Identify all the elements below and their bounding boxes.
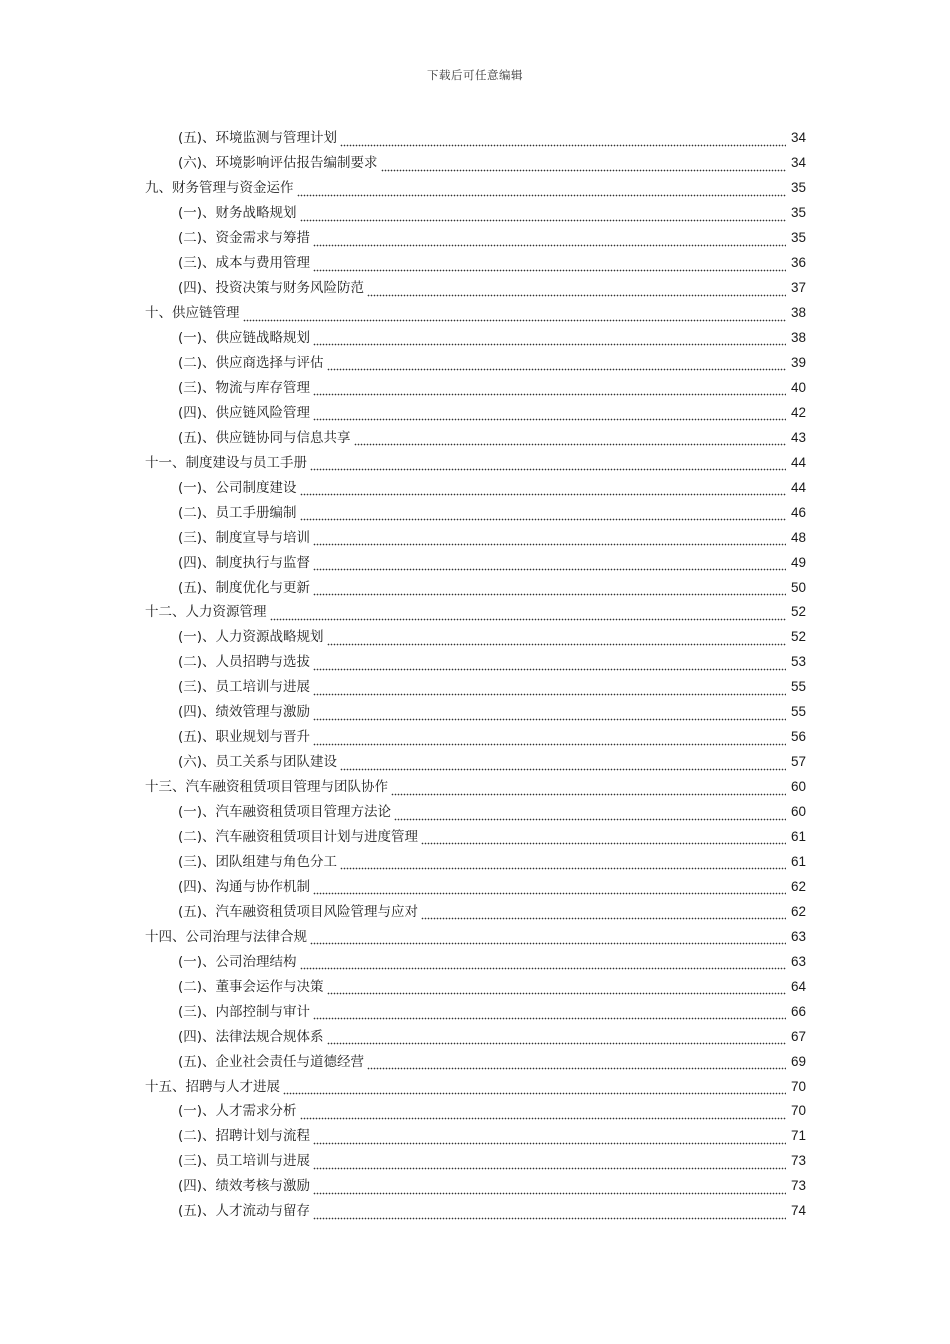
toc-page-number: 39 (790, 354, 806, 370)
toc-dot-leader (310, 457, 786, 471)
toc-page-number: 35 (790, 205, 806, 221)
toc-section-entry[interactable] (178, 575, 806, 600)
toc-page-number: 53 (790, 654, 806, 670)
toc-entry-title: (五)、供应链协同与信息共享 (178, 429, 351, 446)
toc-entry-title: (一)、公司治理结构 (178, 953, 297, 970)
toc-dot-leader (313, 557, 786, 571)
toc-section-entry[interactable] (178, 899, 806, 924)
toc-page-number: 62 (790, 878, 806, 894)
toc-section-entry[interactable] (178, 675, 806, 700)
toc-entry-title: (一)、人力资源战略规划 (178, 629, 324, 646)
toc-page-number: 40 (790, 379, 806, 395)
toc-dot-leader (354, 432, 786, 446)
toc-dot-leader (421, 831, 786, 845)
toc-page-number: 52 (790, 604, 806, 620)
toc-dot-leader (313, 407, 786, 421)
toc-page-number: 37 (790, 280, 806, 296)
toc-page-number: 34 (790, 155, 806, 171)
toc-chapter-entry[interactable] (145, 600, 806, 625)
toc-dot-leader (313, 657, 786, 671)
toc-entry-title: (二)、招聘计划与流程 (178, 1128, 311, 1145)
toc-entry-title: 十四、公司治理与法律合规 (145, 928, 307, 945)
toc-section-entry[interactable] (178, 400, 806, 425)
toc-entry-title: (二)、董事会运作与决策 (178, 978, 324, 995)
toc-entry-title: (三)、团队组建与角色分工 (178, 853, 338, 870)
toc-page-number: 67 (790, 1028, 806, 1044)
toc-dot-leader (313, 881, 786, 895)
page-header: 下载后可任意编辑 (427, 68, 523, 82)
toc-page-number: 44 (790, 454, 806, 470)
toc-section-entry[interactable] (178, 650, 806, 675)
toc-entry-title: (四)、制度执行与监督 (178, 554, 311, 571)
toc-section-entry[interactable] (178, 376, 806, 401)
toc-section-entry[interactable] (178, 475, 806, 500)
toc-page-number: 71 (790, 1128, 806, 1144)
toc-section-entry[interactable] (178, 326, 806, 351)
toc-entry-title: 九、财务管理与资金运作 (145, 180, 294, 197)
toc-page-number: 60 (790, 804, 806, 820)
toc-dot-leader (313, 1156, 786, 1170)
toc-dot-leader (300, 507, 786, 521)
toc-page-number: 64 (790, 978, 806, 994)
toc-section-entry[interactable] (178, 750, 806, 775)
toc-entry-title: 十二、人力资源管理 (145, 604, 267, 621)
toc-section-entry[interactable] (178, 201, 806, 226)
toc-page-number: 38 (790, 305, 806, 321)
toc-section-entry[interactable] (178, 999, 806, 1024)
toc-section-entry[interactable] (178, 1099, 806, 1124)
toc-page-number: 49 (790, 554, 806, 570)
toc-page-number: 55 (790, 679, 806, 695)
toc-dot-leader (313, 1206, 786, 1220)
toc-dot-leader (394, 807, 786, 821)
toc-chapter-entry[interactable] (145, 1074, 806, 1099)
toc-page-number: 62 (790, 903, 806, 919)
toc-entry-title: (一)、供应链战略规划 (178, 330, 311, 347)
toc-section-entry[interactable] (178, 875, 806, 900)
toc-page-number: 57 (790, 754, 806, 770)
toc-entry-title: (四)、绩效管理与激励 (178, 704, 311, 721)
toc-dot-leader (327, 1031, 786, 1045)
toc-dot-leader (313, 332, 786, 346)
toc-chapter-entry[interactable] (145, 775, 806, 800)
toc-section-entry[interactable] (178, 151, 806, 176)
toc-dot-leader (313, 382, 786, 396)
toc-dot-leader (300, 1106, 786, 1120)
toc-entry-title: (二)、汽车融资租赁项目计划与进度管理 (178, 829, 419, 846)
toc-section-entry[interactable] (178, 500, 806, 525)
toc-page-number: 34 (790, 130, 806, 146)
toc-dot-leader (313, 532, 786, 546)
toc-page-number: 70 (790, 1103, 806, 1119)
toc-page-number: 56 (790, 729, 806, 745)
toc-page-number: 60 (790, 779, 806, 795)
toc-entry-title: 十五、招聘与人才进展 (145, 1078, 280, 1095)
toc-dot-leader (300, 956, 786, 970)
toc-entry-title: (二)、员工手册编制 (178, 504, 297, 521)
toc-entry-title: (五)、人才流动与留存 (178, 1203, 311, 1220)
toc-page-number: 52 (790, 629, 806, 645)
toc-page-number: 50 (790, 579, 806, 595)
toc-section-entry[interactable] (178, 1174, 806, 1199)
toc-page-number: 42 (790, 404, 806, 420)
toc-page-number: 63 (790, 953, 806, 969)
toc-dot-leader (327, 632, 786, 646)
toc-page-number: 55 (790, 704, 806, 720)
toc-dot-leader (310, 931, 786, 945)
toc-dot-leader (313, 1131, 786, 1145)
toc-dot-leader (313, 233, 786, 247)
toc-section-entry[interactable] (178, 126, 806, 151)
toc-section-entry[interactable] (178, 1149, 806, 1174)
toc-entry-title: (五)、制度优化与更新 (178, 579, 311, 596)
toc-section-entry[interactable] (178, 700, 806, 725)
toc-dot-leader (270, 607, 787, 621)
toc-section-entry[interactable] (178, 625, 806, 650)
toc-dot-leader (327, 357, 786, 371)
toc-dot-leader (313, 682, 786, 696)
toc-entry-title: (五)、环境监测与管理计划 (178, 130, 338, 147)
toc-page-number: 73 (790, 1153, 806, 1169)
toc-chapter-entry[interactable] (145, 924, 806, 949)
toc-dot-leader (340, 133, 786, 147)
toc-dot-leader (313, 732, 786, 746)
toc-page-number: 61 (790, 853, 806, 869)
toc-dot-leader (381, 158, 786, 172)
toc-entry-title: (五)、职业规划与晋升 (178, 729, 311, 746)
toc-entry-title: (五)、企业社会责任与道德经营 (178, 1053, 365, 1070)
toc-dot-leader (367, 283, 786, 297)
toc-entry-title: 十三、汽车融资租赁项目管理与团队协作 (145, 779, 388, 796)
toc-page-number: 35 (790, 180, 806, 196)
toc-dot-leader (300, 208, 786, 222)
toc-section-entry[interactable] (178, 1124, 806, 1149)
toc-dot-leader (313, 1006, 786, 1020)
toc-entry-title: (四)、供应链风险管理 (178, 404, 311, 421)
toc-entry-title: (五)、汽车融资租赁项目风险管理与应对 (178, 903, 419, 920)
toc-dot-leader (367, 1056, 786, 1070)
toc-entry-title: (一)、人才需求分析 (178, 1103, 297, 1120)
toc-page-number: 61 (790, 829, 806, 845)
toc-entry-title: (二)、人员招聘与选拔 (178, 654, 311, 671)
toc-dot-leader (313, 1181, 786, 1195)
toc-section-entry[interactable] (178, 825, 806, 850)
toc-dot-leader (327, 981, 786, 995)
toc-section-entry[interactable] (178, 800, 806, 825)
toc-page-number: 63 (790, 928, 806, 944)
toc-section-entry[interactable] (178, 974, 806, 999)
toc-entry-title: (二)、供应商选择与评估 (178, 354, 324, 371)
toc-dot-leader (340, 757, 786, 771)
toc-section-entry[interactable] (178, 1049, 806, 1074)
toc-page-number: 74 (790, 1203, 806, 1219)
toc-dot-leader (243, 308, 787, 322)
toc-section-entry[interactable] (178, 949, 806, 974)
toc-page-number: 46 (790, 504, 806, 520)
toc-page-number: 69 (790, 1053, 806, 1069)
toc-dot-leader (313, 707, 786, 721)
toc-page-number: 43 (790, 429, 806, 445)
toc-entry-title: 十一、制度建设与员工手册 (145, 454, 307, 471)
toc-entry-title: (三)、物流与库存管理 (178, 379, 311, 396)
toc-section-entry[interactable] (178, 850, 806, 875)
toc-entry-title: (三)、制度宣导与培训 (178, 529, 311, 546)
toc-page-number: 44 (790, 479, 806, 495)
toc-dot-leader (391, 782, 786, 796)
toc-page-number: 66 (790, 1003, 806, 1019)
toc-chapter-entry[interactable] (145, 176, 806, 201)
toc-section-entry[interactable] (178, 351, 806, 376)
toc-section-entry[interactable] (178, 226, 806, 251)
toc-dot-leader (300, 482, 786, 496)
toc-section-entry[interactable] (178, 525, 806, 550)
toc-entry-title: (三)、成本与费用管理 (178, 255, 311, 272)
toc-dot-leader (297, 183, 787, 197)
toc-dot-leader (340, 856, 786, 870)
toc-page-number: 35 (790, 230, 806, 246)
toc-entry-title: (四)、投资决策与财务风险防范 (178, 280, 365, 297)
toc-section-entry[interactable] (178, 725, 806, 750)
toc-entry-title: (三)、员工培训与进展 (178, 1153, 311, 1170)
toc-entry-title: (二)、资金需求与筹措 (178, 230, 311, 247)
toc-entry-title: (一)、财务战略规划 (178, 205, 297, 222)
toc-section-entry[interactable] (178, 251, 806, 276)
toc-dot-leader (283, 1081, 786, 1095)
toc-chapter-entry[interactable] (145, 450, 806, 475)
toc-section-entry[interactable] (178, 425, 806, 450)
toc-entry-title: (四)、沟通与协作机制 (178, 878, 311, 895)
toc-page-number: 73 (790, 1178, 806, 1194)
toc-section-entry[interactable] (178, 1199, 806, 1224)
toc-section-entry[interactable] (178, 1024, 806, 1049)
toc-entry-title: (一)、公司制度建设 (178, 479, 297, 496)
toc-section-entry[interactable] (178, 550, 806, 575)
toc-chapter-entry[interactable] (145, 301, 806, 326)
toc-entry-title: (六)、环境影响评估报告编制要求 (178, 155, 378, 172)
toc-page-number: 48 (790, 529, 806, 545)
toc-entry-title: (六)、员工关系与团队建设 (178, 754, 338, 771)
toc-entry-title: (一)、汽车融资租赁项目管理方法论 (178, 804, 392, 821)
toc-page-number: 38 (790, 330, 806, 346)
toc-page-number: 70 (790, 1078, 806, 1094)
toc-dot-leader (313, 258, 786, 272)
toc-dot-leader (313, 582, 786, 596)
toc-entry-title: 十、供应链管理 (145, 305, 240, 322)
toc-page-number: 36 (790, 255, 806, 271)
toc-entry-title: (四)、法律法规合规体系 (178, 1028, 324, 1045)
toc-section-entry[interactable] (178, 276, 806, 301)
toc-dot-leader (421, 906, 786, 920)
toc-entry-title: (四)、绩效考核与激励 (178, 1178, 311, 1195)
toc-entry-title: (三)、内部控制与审计 (178, 1003, 311, 1020)
toc-entry-title: (三)、员工培训与进展 (178, 679, 311, 696)
